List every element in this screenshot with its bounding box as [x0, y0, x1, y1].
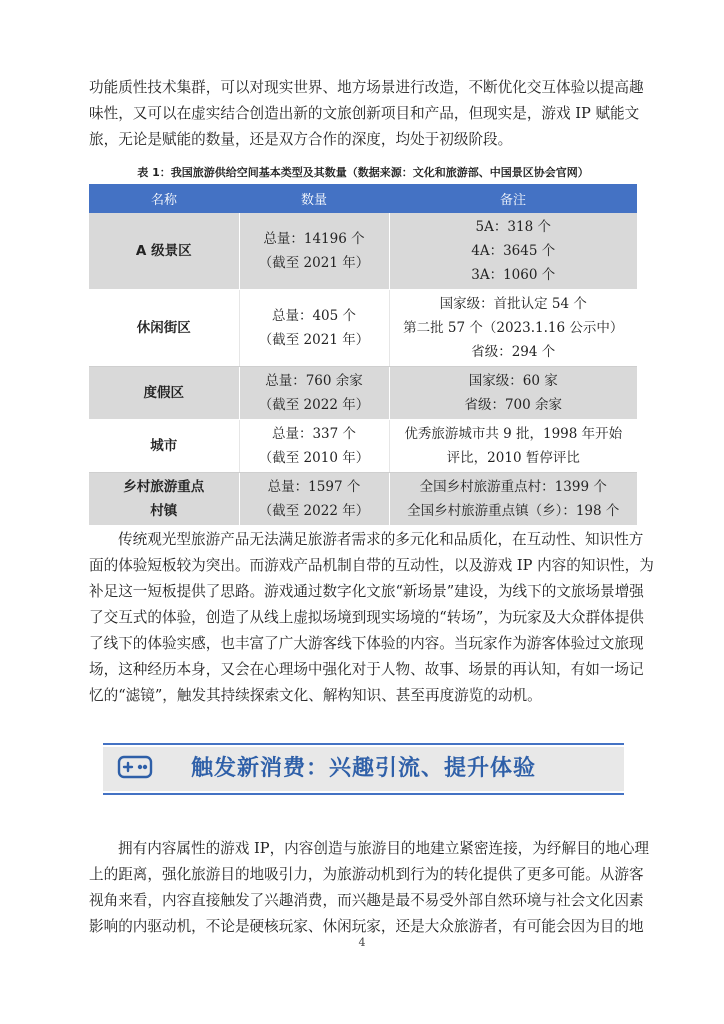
banner-bottom-rule: [103, 793, 624, 795]
table-row: [89, 213, 637, 290]
closing-line: 上的距离，强化旅游目的地吸引力，为旅游动机到行为的转化提供了更多可能。从游客: [89, 866, 644, 883]
cell-count: 总量：337 个 （截至 2010 年）: [239, 420, 389, 473]
closing-line: 拥有内容属性的游戏 IP，内容创造与旅游目的地建立紧密连接，为纾解目的地心理: [118, 840, 650, 857]
cell-notes: 国家级：60 家 省级：700 余家: [389, 367, 637, 420]
closing-line: 影响的内驱动机，不论是硬核玩家、休闲玩家，还是大众旅游者，有可能会因为目的地: [89, 918, 644, 935]
cell-notes: 5A：318 个 4A：3645 个 3A：1060 个: [389, 213, 637, 290]
closing-line: 视角来看，内容直接触发了兴趣消费，而兴趣是最不易受外部自然环境与社会文化因素: [89, 892, 644, 909]
intro-line: 功能质性技术集群，可以对现实世界、地方场景进行改造，不断优化交互体验以提高趣: [89, 79, 644, 96]
cell-notes: 全国乡村旅游重点村：1399 个 全国乡村旅游重点镇（乡）：198 个: [389, 473, 637, 526]
header-count: 数量: [239, 184, 389, 213]
cell-name: 度假区: [89, 367, 239, 420]
cell-name: A 级景区: [89, 213, 239, 290]
table-row: [89, 290, 637, 367]
banner-top-rule: [103, 743, 624, 745]
body-line: 忆的“滤镜”，触发其持续探索文化、解构知识、甚至再度游览的动机。: [89, 687, 542, 704]
body-line: 场，这种经历本身，又会在心理场中强化对于人物、故事、场景的再认知，有如一场记: [89, 661, 644, 678]
header-notes: 备注: [389, 184, 637, 213]
cell-notes: 国家级：首批认定 54 个 第二批 57 个（2023.1.16 公示中） 省级：294 个: [389, 290, 637, 367]
table-row: [89, 420, 637, 473]
header-name: 名称: [89, 184, 239, 213]
section-title: 触发新消费：兴趣引流、提升体验: [190, 756, 536, 781]
cell-count: 总量：405 个 （截至 2021 年）: [239, 290, 389, 367]
body-line: 传统观光型旅游产品无法满足旅游者需求的多元化和品质化，在互动性、知识性方: [118, 531, 644, 548]
cell-notes: 优秀旅游城市共 9 批，1998 年开始 评比，2010 暂停评比: [389, 420, 637, 473]
cell-count: 总量：14196 个 （截至 2021 年）: [239, 213, 389, 290]
body-paragraph: [89, 527, 654, 709]
tourism-supply-table: [89, 184, 637, 526]
cell-name: 休闲街区: [89, 290, 239, 367]
intro-line: 味性，又可以在虚实结合创造出新的文旅创新项目和产品，但现实是，游戏 IP 赋能文: [89, 105, 640, 122]
intro-line: 旅，无论是赋能的数量，还是双方合作的深度，均处于初级阶段。: [89, 131, 513, 148]
table-header-row: [89, 184, 637, 213]
body-line: 了交互式的体验，创造了从线上虚拟场境到现实场境的“转场”，为玩家及大众群体提供: [89, 609, 644, 626]
cell-count: 总量：760 余家 （截至 2022 年）: [239, 367, 389, 420]
body-line: 面的体验短板较为突出。而游戏产品机制自带的互动性，以及游戏 IP 内容的知识性，为: [89, 557, 654, 574]
table-caption: 表 1：我国旅游供给空间基本类型及其数量（数据来源：文化和旅游部、中国景区协会官网）: [137, 166, 589, 179]
section-banner: [103, 743, 624, 795]
body-line: 补足这一短板提供了思路。游戏通过数字化文旅“新场景”建设，为线下的文旅场景增强: [89, 583, 644, 600]
cell-count: 总量：1597 个 （截至 2022 年）: [239, 473, 389, 526]
page-number: 4: [358, 936, 366, 949]
body-line: 了线下的体验实感，也丰富了广大游客线下体验的内容。当玩家作为游客体验过文旅现: [89, 635, 644, 652]
closing-paragraph: [89, 836, 650, 940]
cell-name: 乡村旅游重点 村镇: [89, 473, 239, 526]
cell-name: 城市: [89, 420, 239, 473]
table-row: [89, 473, 637, 526]
intro-paragraph: [89, 75, 644, 153]
table-row: [89, 367, 637, 420]
